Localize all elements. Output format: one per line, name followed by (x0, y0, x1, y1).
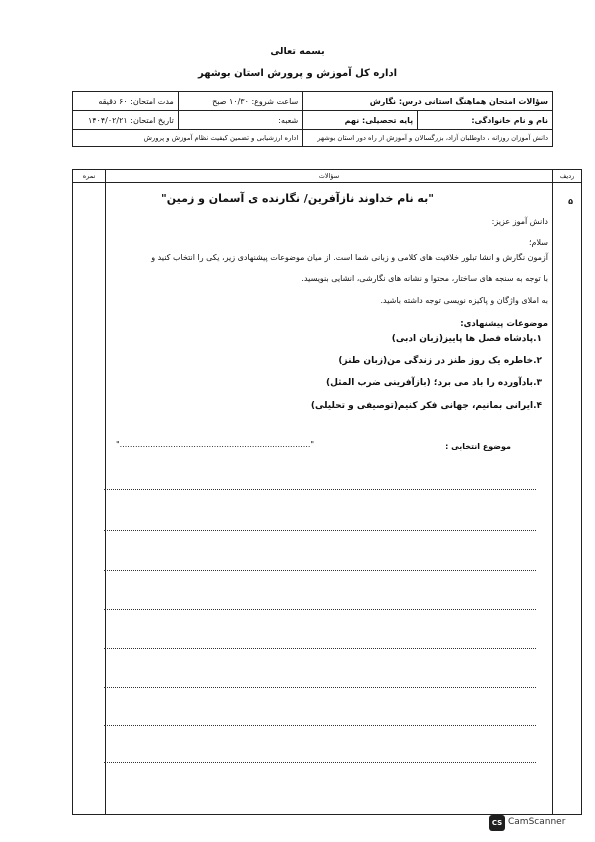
row-column-divider (552, 170, 553, 814)
writing-line[interactable] (104, 489, 536, 490)
topics-heading: موضوعات پیشنهادی: (460, 319, 548, 329)
grade-cell: پایه تحصیلی: نهم (303, 111, 418, 130)
greeting-line-2: سلام؛ (529, 238, 548, 247)
score-column-divider (105, 170, 106, 814)
topic-item: ۳.بادآورده را باد می برد؛ (بازآفرینی ضرب المثل) (326, 378, 542, 388)
exam-date-cell: تاریخ امتحان: ۱۴۰۴/۰۲/۲۱ (73, 111, 179, 130)
office-cell: اداره ارزشیابی و تضمین کیفیت نظام آموزش و پرورش (73, 130, 303, 147)
instruction-line-1: آزمون نگارش و انشا تبلور خلاقیت های کلامی و زبانی شما است. از میان موضوعات پیشنهادی زیر، یکی را انتخاب کنید و (151, 253, 548, 262)
writing-line[interactable] (104, 609, 536, 610)
course-cell: سؤالات امتحان هماهنگ استانی درس: نگارش (303, 92, 553, 111)
essay-title: "به نام خداوند نازآفرین/ نگارنده ی آسمان و زمین" (161, 192, 434, 205)
topic-item: ۱.پادشاه فصل ها پاییز(زبان ادبی) (391, 334, 542, 344)
question-row-number: ۵ (568, 197, 573, 206)
header-basmala: بسمه تعالی (270, 46, 325, 57)
students-note-cell: دانش آموزان روزانه ، داوطلبان آزاد، بزرگسالان و آموزش از راه دور استان بوشهر (303, 130, 553, 147)
instruction-line-2: با توجه به سنجه های ساختار، محتوا و نشانه های نگارشی، انشایی بنویسید. (301, 274, 548, 283)
branch-cell: شعبه: (178, 111, 302, 130)
score-column-header: نمره (82, 172, 96, 180)
chosen-topic-label: موضوع انتخابی : (445, 442, 511, 451)
writing-line[interactable] (104, 570, 536, 571)
camscanner-logo-icon: CS (489, 815, 505, 831)
questions-box (72, 169, 582, 815)
greeting-line-1: دانش آموز عزیز: (491, 217, 548, 226)
questions-column-header: سؤالات (318, 172, 340, 180)
row-column-header: ردیف (559, 172, 575, 180)
header-row-divider (73, 182, 581, 183)
exam-info-table (72, 91, 553, 147)
instruction-line-3: به املای واژگان و پاکیزه نویسی توجه داشته باشید. (380, 296, 548, 305)
chosen-topic-field[interactable]: "..........................................................................." (116, 440, 315, 449)
topic-item: ۴.ایرانی بمانیم، جهانی فکر کنیم(توصیفی و تحلیلی) (310, 401, 542, 411)
start-time-cell: ساعت شروع: ۱۰/۳۰ صبح (178, 92, 302, 111)
writing-line[interactable] (104, 762, 536, 763)
writing-line[interactable] (104, 725, 536, 726)
writing-line[interactable] (104, 530, 536, 531)
student-name-cell: نام و نام خانوادگی: (418, 111, 553, 130)
camscanner-watermark: CamScanner (508, 817, 566, 827)
topic-item: ۲.خاطره یک روز طنز در زندگی من(زبان طنز) (338, 356, 542, 366)
writing-line[interactable] (104, 648, 536, 649)
writing-line[interactable] (104, 687, 536, 688)
header-organization: اداره کل آموزش و پرورش استان بوشهر (198, 68, 397, 79)
duration-cell: مدت امتحان: ۶۰ دقیقه (73, 92, 179, 111)
